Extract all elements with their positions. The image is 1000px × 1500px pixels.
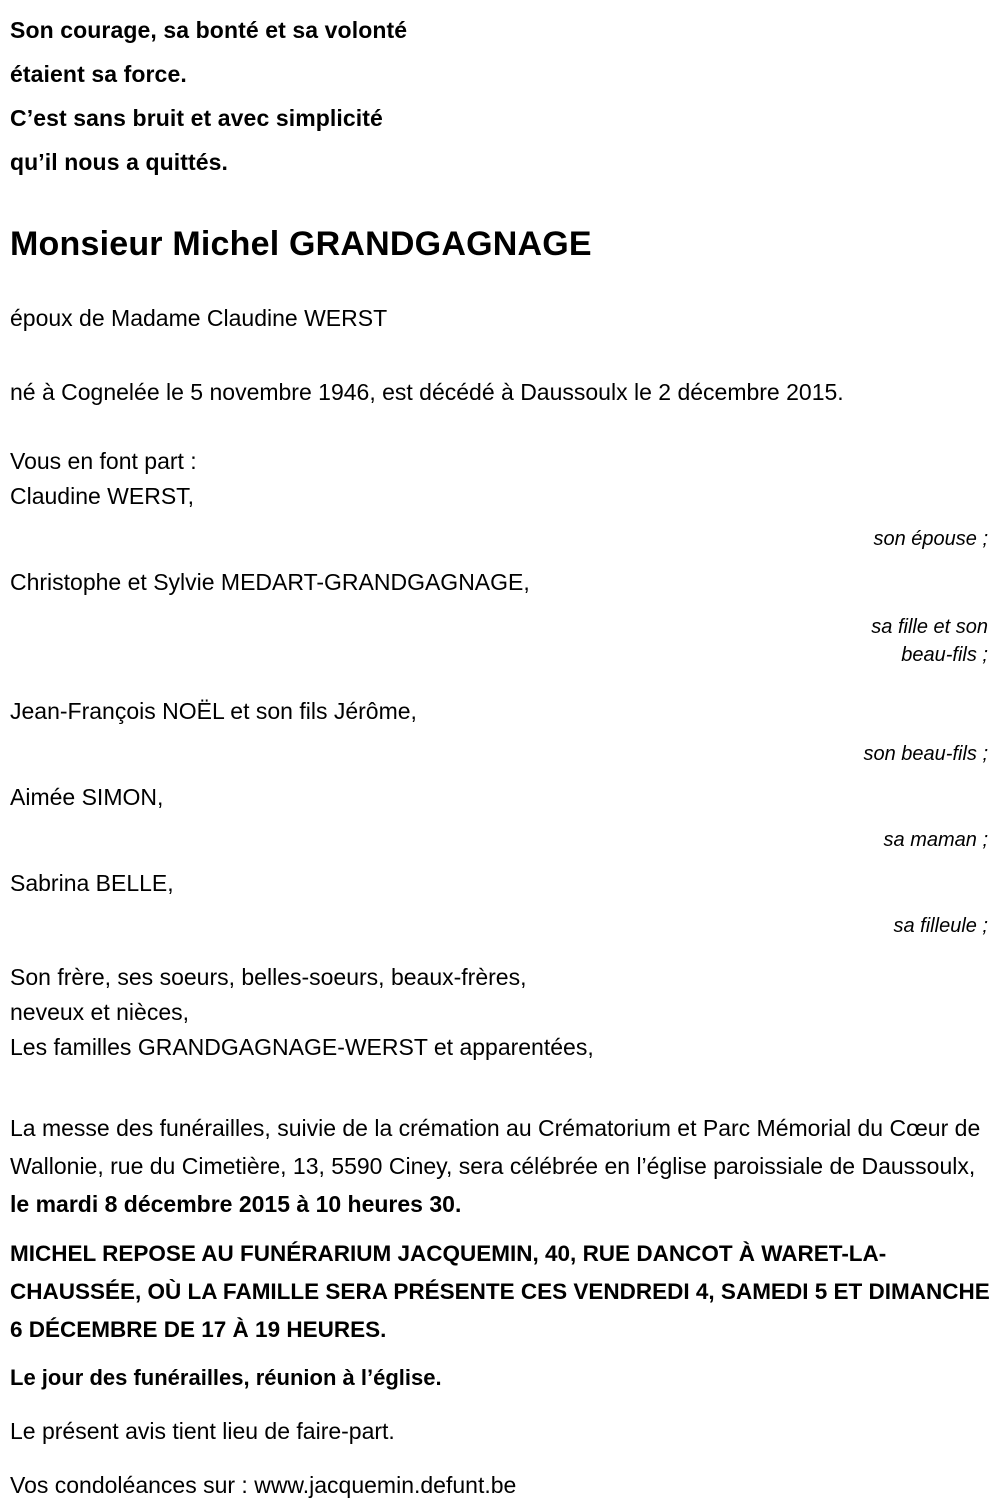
repose-notice: MICHEL REPOSE AU FUNÉRARIUM JACQUEMIN, 40, RUE DANCOT À WARET-LA-CHAUSSÉE, OÙ LA FAMILLE SERA PRÉSENTE CES VENDREDI 4, SAMEDI 5 ET DIMANCHE 6 DÉCEMBRE DE 17 À 19 HEURES. (10, 1241, 990, 1342)
family-member-relation: beau-fils ; (901, 644, 988, 666)
birth-death-line: né à Cognelée le 5 novembre 1946, est décédé à Daussoulx le 2 décembre 2015. (10, 379, 844, 405)
family-member-relation: son beau-fils ; (863, 743, 988, 765)
family-member-name: Aimée SIMON, (10, 784, 164, 810)
faire-part-notice: Le présent avis tient lieu de faire-part. (10, 1418, 395, 1444)
family-member-relation: sa filleule ; (893, 915, 988, 937)
family-member-relation: son épouse ; (873, 528, 988, 550)
family-list (10, 481, 990, 940)
epitaph-line: C’est sans bruit et avec simplicité (10, 105, 383, 131)
epitaph-line: étaient sa force. (10, 61, 187, 87)
relatives-block (10, 960, 990, 1065)
epitaph-line: Son courage, sa bonté et sa volonté (10, 17, 408, 43)
relatives-line: neveux et nièces, (10, 999, 190, 1025)
family-member-name: Christophe et Sylvie MEDART-GRANDGAGNAGE, (10, 569, 530, 595)
family-entry (10, 868, 990, 940)
family-entry (10, 567, 990, 669)
family-entry (10, 481, 990, 553)
family-entry (10, 782, 990, 854)
announcement-intro-block (10, 444, 990, 479)
service-text: La messe des funérailles, suivie de la crémation au Crématorium et Parc Mémorial du Cœur de Wallonie, rue du Cimetière, 13, 5590 Ciney, sera célébrée en l’église paroissiale de Daussoulx, (10, 1115, 981, 1179)
service-paragraph (10, 1109, 990, 1223)
epitaph-block (10, 8, 990, 184)
spouse-line: époux de Madame Claudine WERST (10, 305, 388, 331)
condolences-line: Vos condoléances sur : www.jacquemin.defunt.be (10, 1472, 517, 1498)
deceased-name: Monsieur Michel GRANDGAGNAGE (10, 225, 592, 263)
notice-body (10, 8, 990, 1500)
family-entry (10, 696, 990, 768)
reunion-notice: Le jour des funérailles, réunion à l’église. (10, 1365, 442, 1390)
epitaph-line: qu’il nous a quittés. (10, 149, 229, 175)
family-member-relation: sa fille et son (871, 616, 988, 638)
family-member-name: Claudine WERST, (10, 483, 195, 509)
relatives-line: Son frère, ses soeurs, belles-soeurs, beaux-frères, (10, 964, 527, 990)
family-member-relation: sa maman ; (883, 829, 988, 851)
service-datetime: le mardi 8 décembre 2015 à 10 heures 30. (10, 1191, 462, 1217)
family-member-name: Jean-François NOËL et son fils Jérôme, (10, 698, 417, 724)
relatives-line: Les familles GRANDGAGNAGE-WERST et apparentées, (10, 1034, 594, 1060)
family-member-name: Sabrina BELLE, (10, 870, 174, 896)
announcement-intro: Vous en font part : (10, 448, 197, 474)
